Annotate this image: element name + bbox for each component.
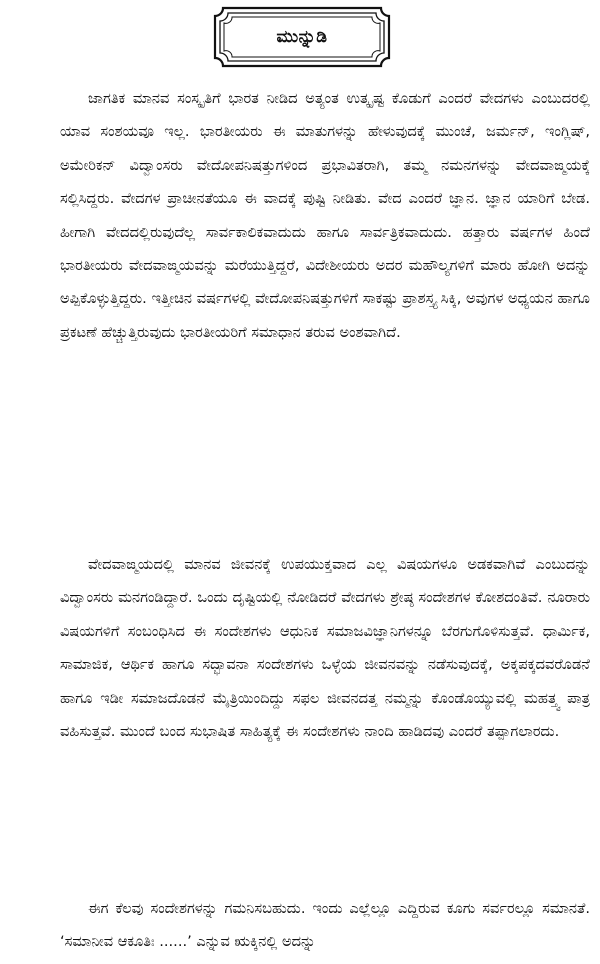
paragraph-2: ವೇದವಾಙ್ಮಯದಲ್ಲಿ ಮಾನವ ಜೀವನಕ್ಕೆ ಉಪಯುಕ್ತವಾದ ಎಲ್ಲ ವಿಷಯಗಳೂ ಅಡಕವಾಗಿವೆ ಎಂಬುದನ್ನು ವಿದ್ವಾಂಸರು ಮನಗಂಡಿದ್ದಾರೆ. ಒಂದು ದೃಷ್ಟಿಯಲ್ಲಿ ನೋಡಿದರೆ ವೇದಗಳು ಶ್ರೇಷ್ಠ ಸಂದೇಶಗಳ ಕೋಶದಂತಿವೆ. ನೂರಾರು ವಿಷಯಗಳಿಗೆ ಸಂಬಂಧಿಸಿದ ಈ ಸಂದೇಶಗಳು ಆಧುನಿಕ ಸಮಾಜವಿಜ್ಞಾನಿಗಳನ್ನೂ ಬೆರಗುಗೊಳಿಸುತ್ತವೆ. ಧಾರ್ಮಿಕ, ಸಾಮಾಜಿಕ, ಆರ್ಥಿಕ ಹಾಗೂ ಸದ್ಭಾವನಾ ಸಂದೇಶಗಳು ಒಳ್ಳೆಯ ಜೀವನವನ್ನು ನಡೆಸುವುದಕ್ಕೆ, ಅಕ್ಕಪಕ್ಕದವರೊಡನೆ ಹಾಗೂ ಇಡೀ ಸಮಾಜದೊಡನೆ ಮೈತ್ರಿಯಿಂದಿದ್ದು ಸಫಲ ಜೀವನದತ್ತ ನಮ್ಮನ್ನು ಕೊಂಡೊಯ್ಯುವಲ್ಲಿ ಮಹತ್ತ್ವ ಪಾತ್ರ ವಹಿಸುತ್ತವೆ. ಮುಂದೆ ಬಂದ ಸುಭಾಷಿತ ಸಾಹಿತ್ಯಕ್ಕೆ ಈ ಸಂದೇಶಗಳು ನಾಂದಿ ಹಾಡಿದವು ಎಂದರೆ ತಪ್ಪಾಗಲಾರದು. xyxy=(60,556,590,741)
title-frame xyxy=(213,6,391,68)
page-title: ಮುನ್ನುಡಿ xyxy=(276,27,328,47)
paragraph-1: ಜಾಗತಿಕ ಮಾನವ ಸಂಸ್ಕೃತಿಗೆ ಭಾರತ ನೀಡಿದ ಅತ್ಯಂತ ಉತ್ಕೃಷ್ಟ ಕೊಡುಗೆ ಎಂದರೆ ವೇದಗಳು ಎಂಬುದರಲ್ಲಿ ಯಾವ ಸಂಶಯವೂ ಇಲ್ಲ. ಭಾರತೀಯರು ಈ ಮಾತುಗಳನ್ನು ಹೇಳುವುದಕ್ಕೆ ಮುಂಚೆ, ಜರ್ಮನ್, ಇಂಗ್ಲಿಷ್, ಅಮೇರಿಕನ್ ವಿದ್ವಾಂಸರು ವೇದೋಪನಿಷತ್ತುಗಳಿಂದ ಪ್ರಭಾವಿತರಾಗಿ, ತಮ್ಮ ನಮನಗಳನ್ನು ವೇದವಾಙ್ಮಯಕ್ಕೆ ಸಲ್ಲಿಸಿದ್ದರು. ವೇದಗಳ ಪ್ರಾಚೀನತೆಯೂ ಈ ವಾದಕ್ಕೆ ಪುಷ್ಟಿ ನೀಡಿತು. ವೇದ ಎಂದರೆ ಜ್ಞಾನ. ಜ್ಞಾನ ಯಾರಿಗೆ ಬೇಡ. ಹೀಗಾಗಿ ವೇದದಲ್ಲಿರುವುದೆಲ್ಲ ಸಾರ್ವಕಾಲಿಕವಾದುದು ಹಾಗೂ ಸಾರ್ವತ್ರಿಕವಾದುದು. ಹತ್ತಾರು ವರ್ಷಗಳ ಹಿಂದೆ ಭಾರತೀಯರು ವೇದವಾಙ್ಮಯವನ್ನು ಮರೆಯುತ್ತಿದ್ದರೆ, ವಿದೇಶೀಯರು ಅದರ ಮಹೌಲ್ಯಗಳಿಗೆ ಮಾರು ಹೋಗಿ ಅದನ್ನು ಅಪ್ಪಿಕೊಳ್ಳುತ್ತಿದ್ದರು. ಇತ್ತೀಚಿನ ವರ್ಷಗಳಲ್ಲಿ ವೇದೋಪನಿಷತ್ತುಗಳಿಗೆ ಸಾಕಷ್ಟು ಪ್ರಾಶಸ್ತ್ಯ ಸಿಕ್ಕಿ, ಅವುಗಳ ಅಧ್ಯಯನ ಹಾಗೂ ಪ್ರಕಟಣೆ ಹೆಚ್ಚುತ್ತಿರುವುದು ಭಾರತೀಯರಿಗೆ ಸಮಾಧಾನ ತರುವ ಅಂಶವಾಗಿದೆ. xyxy=(60,90,590,341)
paragraph-3: ಈಗ ಕೆಲವು ಸಂದೇಶಗಳನ್ನು ಗಮನಿಸಬಹುದು. ಇಂದು ಎಲ್ಲೆಲ್ಲೂ ಎದ್ದಿರುವ ಕೂಗು ಸರ್ವರಲ್ಲೂ ಸಮಾನತೆ. ‘ಸಮಾನೀವ ಆಕೂತಿಃ ......’ ಎನ್ನುವ ಋಕ್ಕಿನಲ್ಲಿ ಅದನ್ನು xyxy=(60,900,590,951)
